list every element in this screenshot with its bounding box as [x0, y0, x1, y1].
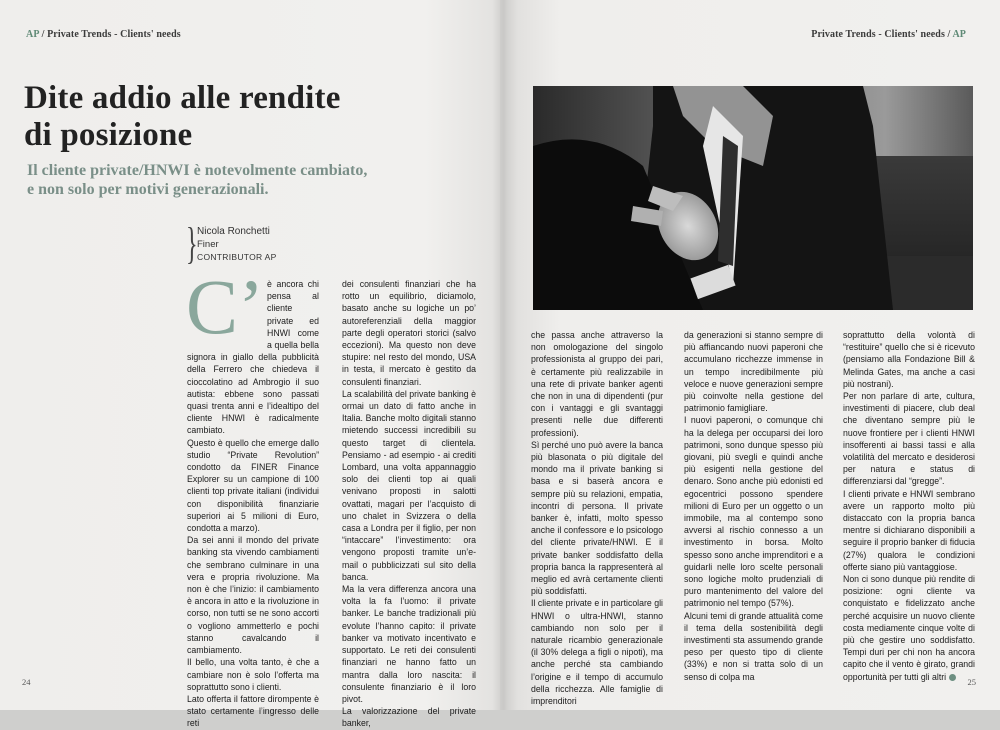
text-column-4 [684, 329, 823, 683]
text-column-1 [186, 263, 319, 730]
paragraph: è ancora chi pensa al cliente private ed HNWI come a quella bella signora in giallo della pubblicità della Ferrero che chiedeva il cioccolatino ad Ambrogio il suo autista: ebbene sono passati quasi trenta anni e l’idealtipo del cliente HNWI è radicalmente cambiato. [187, 279, 319, 436]
text-column-2 [342, 278, 476, 730]
paragraph: Sì perché uno può avere la banca più blasonata o più digitale del mondo ma il private banking si basa e si baserà ancora e sempre più su relazioni, empatia, incontri di persona. Il private banker è, infatti, molto spesso anche il confessore e lo psicologo del cliente private/HNWI. E il private banker soddisfatto della propria banca la rappresenterà al meglio ed avrà certamente clienti più soddisfatti. [531, 439, 663, 597]
running-head-right [811, 29, 966, 40]
paragraph: Ma la vera differenza ancora una volta la fa l’uomo: il private banker. Le banche tradizionali più evolute l’hanno capito: il private banker va motivato incentivato e supportato. Le reti dei consulenti finanziari ne hanno fatto un mantra dalla loro nascita: il consulente finanziario è il loro pivot. [342, 584, 476, 704]
byline-brace-icon: } [186, 219, 198, 268]
dropcap: C’ [186, 263, 264, 350]
subtitle-line-2: e non solo per motivi generazionali. [27, 180, 269, 198]
paragraph: Il bello, una volta tanto, è che a cambiare non è solo l’offerta ma soprattutto sono i clienti. [187, 657, 319, 692]
article-title [24, 80, 464, 154]
section-label: Private Trends - Clients' needs [47, 29, 181, 40]
author-name: Nicola Ronchetti [197, 226, 270, 237]
text-column-3 [531, 329, 663, 707]
paragraph: Per non parlare di arte, cultura, investimenti di piacere, club deal che diventano sempre più le nuove frontiere per i clienti HNWI insofferenti ai bassi tassi e alla volatilità del mercato e desiderosi per natura e status di differenziarsi dal “gregge”. [843, 391, 975, 487]
end-mark-icon [949, 674, 956, 681]
paragraph: soprattutto della volontà di “restituire” quello che si è ricevuto (pensiamo alla Fondazione Bill & Melinda Gates, ma anche a casi più nostrani). [843, 330, 975, 389]
paragraph: Il cliente private e in particolare gli HNWI o ultra-HNWI, stanno cambiando non solo per il naturale ricambio generazionale (il 30% delega a figli o nipoti), ma anche perché sta cambiando l’origine e il tempo di accumulo della ricchezza. Alle famiglie di imprenditori [531, 598, 663, 707]
left-page [0, 0, 500, 729]
paragraph-last-text: Non ci sono dunque più rendite di posizione: ogni cliente va conquistato e fidelizzato anche perché acquisire un nuovo cliente costa mediamente cinque volte di più che gestire uno soddisfatto. Tempi duri per chi non ha ancora capito che il vento è girato, grandi opportunità per tutti gli altri [843, 574, 975, 682]
section-label: Private Trends - Clients' needs [811, 29, 945, 40]
page-number-left: 24 [22, 677, 31, 687]
title-line-2: di posizione [24, 117, 193, 153]
paragraph: I nuovi paperoni, o comunque chi ha la delega per occuparsi dei loro patrimoni, sono dunque spesso più giovani, più svegli e quindi anche più esigenti nella gestione del denaro. Sono anche più edonisti ed egocentrici possono spendere milioni di Euro per un oggetto o un immobile, ma al contempo sono avversi al rischio connesso a un investimento in borsa. Molto spesso sono anche imprenditori e a guidarli nelle loro scelte personali sono logiche molto prudenziali di puro mantenimento del valore del patrimonio nel tempo (57%). [684, 415, 823, 609]
paragraph: Alcuni temi di grande attualità come il tema della sostenibilità degli investimenti sta assumendo grande peso per questo tipo di cliente (33%) e non si tratta solo di un senso di colpa ma [684, 610, 823, 682]
article-photo [533, 86, 973, 310]
subtitle-line-1: Il cliente private/HNWI è notevolmente cambiato, [27, 162, 368, 179]
article-subtitle [27, 162, 447, 199]
paragraph: I clienti private e HNWI sembrano avere un rapporto molto più distaccato con la propria banca mentre si dichiarano disponibili a seguire il proprio banker di fiducia (27%) qualora le condizioni offerte siano più vantaggiose. [843, 488, 975, 572]
separator: / [38, 29, 48, 40]
running-head-left [26, 29, 181, 40]
paragraph-last [843, 573, 975, 683]
paragraph: La scalabilità del private banking è ormai un dato di fatto anche in Italia. Banche molto digitali stanno mietendo successi incredibili su questo target di clientela. Pensiamo - ad esempio - ai crediti Lombard, una volta appannaggio solo dei clienti top ai quali venivano proposti in salotti ovattati, magari per l’acquisto di uno chalet in Svizzera o della casa a Londra per il figlio, per non “intaccare” l’investimento: ora vengono proposti tramite un’e-mail o pubblicizzati sul sito della banca. [342, 388, 476, 582]
title-line-1: Dite addio alle rendite [24, 80, 341, 116]
paragraph: dei consulenti finanziari che ha rotto un equilibrio, diciamolo, basato anche su logiche un po’ autoreferenziali della maggior parte degli operatori storici (salvo eccezioni). Ma questo non deve stupire: nel resto del mondo, USA in testa, il mercato è gestito da consulenti finanziari. [342, 279, 476, 387]
paragraph: Questo è quello che emerge dallo studio “Private Revolution” condotto da FINER Finance Explorer su un campione di 100 clienti top private italiani (individui con disponibilità finanziarie superiori ai 5 milioni di Euro, condotta a marzo). [187, 437, 319, 534]
photo-businessmen-icon [533, 86, 973, 310]
brand-mark: AP [26, 29, 39, 40]
author-role: CONTRIBUTOR AP [197, 252, 277, 262]
page-number-right: 25 [967, 677, 976, 687]
paragraph: da generazioni si stanno sempre di più affiancando nuovi paperoni che accumulano ricchezze immense in un tempo incredibilmente più veloce e nuove generazioni sempre più coinvolte nella gestione del patrimonio famigliare. [684, 330, 823, 414]
paragraph: che passa anche attraverso la non omologazione del singolo professionista al gruppo dei pari, è certamente più realizzabile in una rete di private banker agenti che non in una di dipendenti (pur con i vantaggi e gli svantaggi presenti nelle due differenti professioni). [531, 330, 663, 438]
separator: / [944, 29, 953, 40]
spine-shadow [492, 0, 518, 710]
paragraph: Da sei anni il mondo del private banking sta vivendo cambiamenti che sembrano culminare in una vera e propria rivoluzione. Ma non è che l’inizio: il cambiamento è ancora in atto e la rivoluzione in corso, non tutti se ne sono accorti o vogliono ammetterlo e pochi stanno cavalcando il cambiamento. [187, 535, 319, 656]
paragraph: La valorizzazione del private banker, [342, 706, 476, 729]
brand-mark: AP [952, 29, 966, 40]
text-column-5 [843, 329, 975, 683]
author-company: Finer [197, 238, 219, 250]
byline-text [197, 226, 277, 264]
paragraph: Lato offerta il fattore dirompente è stato certamente l’ingresso delle reti [187, 693, 319, 729]
